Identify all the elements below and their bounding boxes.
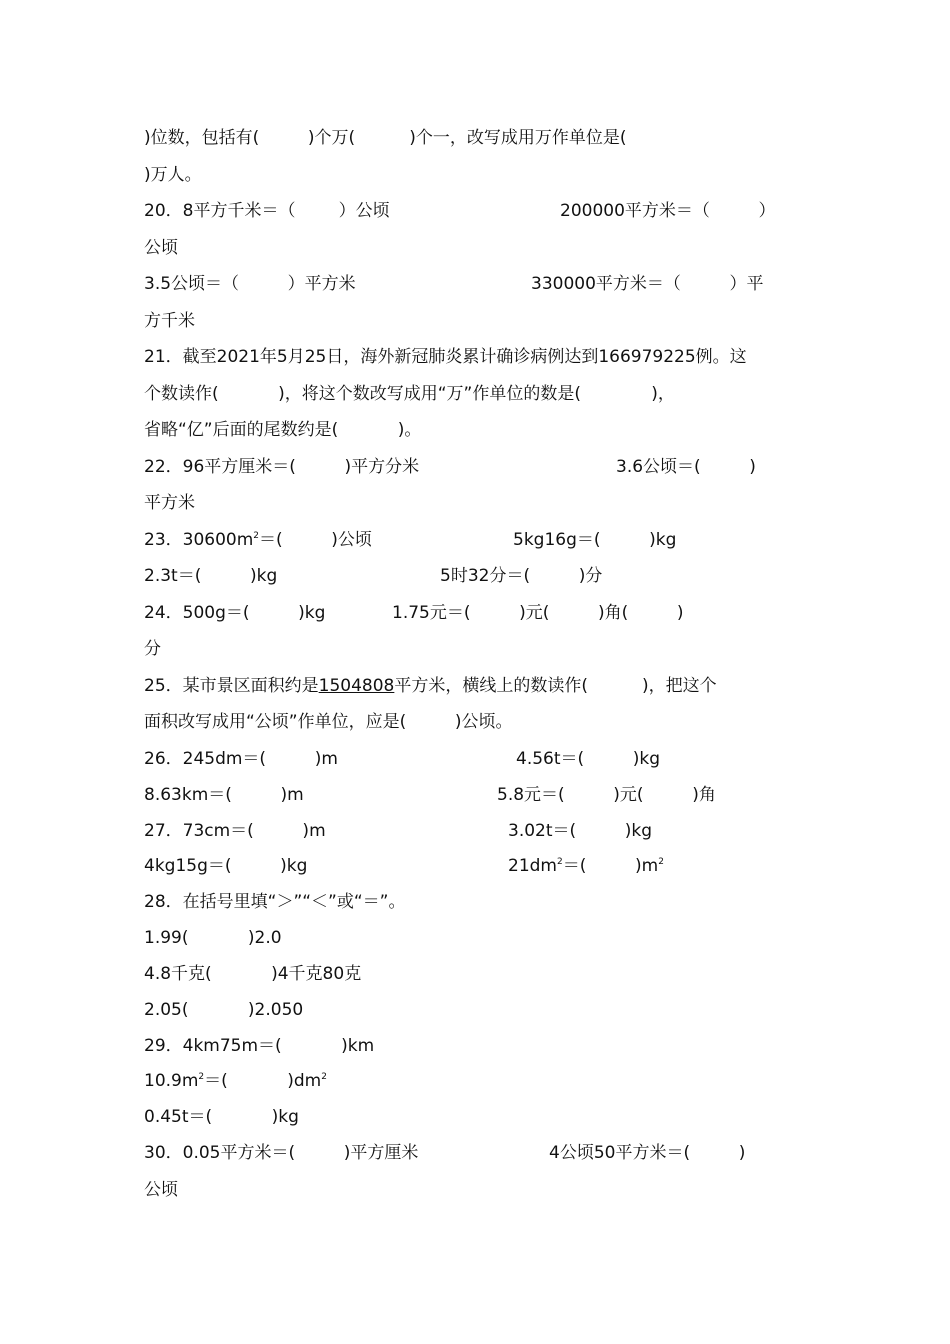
q23-left-pre: 23．30600m <box>144 530 254 550</box>
q27-r-sup: 2 <box>556 857 563 867</box>
line-19-end: )万人。 <box>144 165 202 185</box>
q22-left: 22．96平方厘米＝( )平方分米 <box>144 457 420 477</box>
q23-left-post: ＝( )公顷 <box>259 530 372 550</box>
q27-line2-right <box>508 854 664 878</box>
q23-line2-left: 2.3t＝( )kg <box>144 566 278 586</box>
q21-line3: 省略“亿”后面的尾数约是( )。 <box>144 420 422 440</box>
q20-line2-left: 3.5公顷＝（ ）平方米 <box>144 274 356 294</box>
q23-left-sup: 2 <box>253 531 260 541</box>
q23-left <box>144 528 372 552</box>
q28-heading: 28．在括号里填“＞”“＜”或“＝”。 <box>144 892 406 912</box>
q21-line2: 个数读作( )，将这个数改写成用“万”作单位的数是( )， <box>144 384 675 404</box>
q22-right: 3.6公顷＝( ) <box>616 457 756 477</box>
q29-i2-mid: ＝( )dm <box>204 1071 322 1091</box>
q23-line2-right: 5时32分＝( )分 <box>440 566 603 586</box>
q29-item1: 29．4km75m＝( )km <box>144 1036 375 1056</box>
q29-i2-sup2: 2 <box>321 1072 327 1082</box>
q27-r-sup2: 2 <box>658 857 664 867</box>
q20-line2-right: 330000平方米＝（ ）平 <box>531 274 764 294</box>
q30-left: 30．0.05平方米＝( )平方厘米 <box>144 1143 419 1163</box>
q29-item2 <box>144 1069 327 1093</box>
q29-i2-pre: 10.9m <box>144 1071 199 1091</box>
q27-r-mid: ＝( )m <box>562 856 659 876</box>
q27-r-pre: 21dm <box>508 856 557 876</box>
q28-item2: 4.8千克( )4千克80克 <box>144 964 362 984</box>
q24-left: 24．500g＝( )kg <box>144 603 326 623</box>
q29-i2-sup: 2 <box>198 1072 205 1082</box>
q28-item1: 1.99( )2.0 <box>144 928 282 948</box>
q25-underlined-number: 1504808 <box>318 676 395 696</box>
q21-line1: 21．截至2021年5月25日，海外新冠肺炎累计确诊病例达到166979225例。这 <box>144 347 747 367</box>
q24-wrap: 分 <box>144 639 161 659</box>
q24-right: 1.75元＝( )元( )角( ) <box>392 603 684 623</box>
q26-left: 26．245dm＝( )m <box>144 749 338 769</box>
q20-left: 20．8平方千米＝（ ）公顷 <box>144 201 390 221</box>
q20-wrap: 公顷 <box>144 238 178 258</box>
q25-pre: 25．某市景区面积约是 <box>144 676 319 696</box>
q27-left: 27．73cm＝( )m <box>144 821 326 841</box>
q26-line2-left: 8.63km＝( )m <box>144 785 304 805</box>
q25-line1 <box>144 674 717 698</box>
q26-right: 4.56t＝( )kg <box>516 749 661 769</box>
q25-line2: 面积改写成用“公顷”作单位，应是( )公顷。 <box>144 712 513 732</box>
q20-line2-wrap: 方千米 <box>144 311 195 331</box>
q30-wrap: 公顷 <box>144 1180 178 1200</box>
q26-line2-right: 5.8元＝( )元( )角 <box>497 785 716 805</box>
q25-post: 平方米，横线上的数读作( )，把这个 <box>394 676 717 696</box>
q23-right: 5kg16g＝( )kg <box>513 530 677 550</box>
q27-line2-left: 4kg15g＝( )kg <box>144 856 308 876</box>
q29-item3: 0.45t＝( )kg <box>144 1107 299 1127</box>
q20-right: 200000平方米＝（ ） <box>560 201 776 221</box>
q30-right: 4公顷50平方米＝( ) <box>549 1143 746 1163</box>
line-19-continuation: )位数，包括有( )个万( )个一，改写成用万作单位是( <box>144 128 627 148</box>
q27-right: 3.02t＝( )kg <box>508 821 653 841</box>
q22-wrap: 平方米 <box>144 493 195 513</box>
q28-item3: 2.05( )2.050 <box>144 1000 304 1020</box>
